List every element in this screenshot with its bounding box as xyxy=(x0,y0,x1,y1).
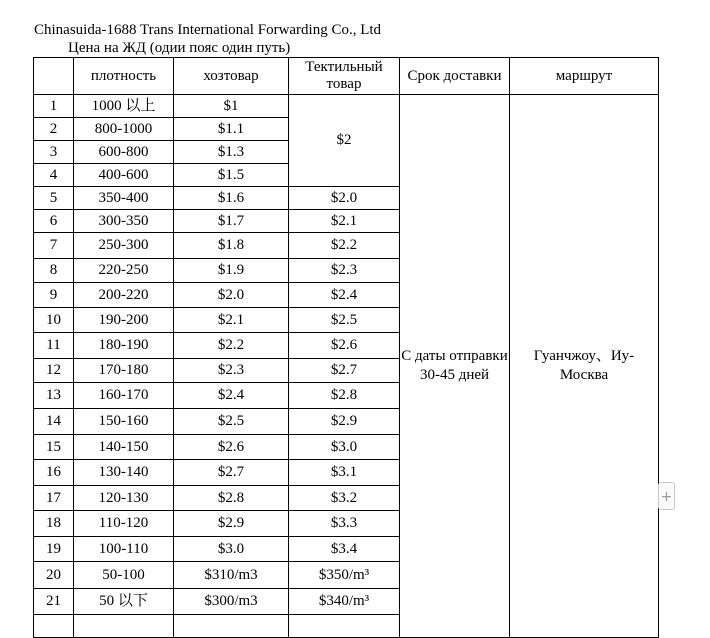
empty-cell xyxy=(34,615,74,638)
row-textile-price: $2.2 xyxy=(289,233,400,259)
row-density: 200-220 xyxy=(74,283,174,308)
row-number: 4 xyxy=(34,164,74,187)
row-density: 50-100 xyxy=(74,562,174,589)
row-number: 7 xyxy=(34,233,74,259)
row-density: 190-200 xyxy=(74,308,174,333)
header-textile: Тектильный товар xyxy=(289,58,400,95)
row-textile-price: $3.3 xyxy=(289,511,400,537)
row-number: 21 xyxy=(34,589,74,615)
row-number: 19 xyxy=(34,537,74,562)
row-textile-price: $3.0 xyxy=(289,435,400,460)
row-density: 160-170 xyxy=(74,383,174,409)
row-density: 800-1000 xyxy=(74,118,174,141)
empty-cell xyxy=(74,615,174,638)
row-textile-price: $2.5 xyxy=(289,308,400,333)
row-goods-price: $2.0 xyxy=(174,283,289,308)
row-goods-price: $2.7 xyxy=(174,460,289,486)
row-number: 15 xyxy=(34,435,74,460)
add-button[interactable]: + xyxy=(658,482,675,510)
row-textile-price: $2.4 xyxy=(289,283,400,308)
row-goods-price: $2.8 xyxy=(174,486,289,511)
route: Гуанчжоу、Иу-Москва xyxy=(510,95,659,638)
row-goods-price: $1.1 xyxy=(174,118,289,141)
row-density: 350-400 xyxy=(74,187,174,210)
header-goods: хозтовар xyxy=(174,58,289,95)
row-goods-price: $300/m3 xyxy=(174,589,289,615)
row-density: 140-150 xyxy=(74,435,174,460)
row-density: 100-110 xyxy=(74,537,174,562)
row-number: 5 xyxy=(34,187,74,210)
row-goods-price: $2.9 xyxy=(174,511,289,537)
header-route: маршрут xyxy=(510,58,659,95)
row-textile-price: $3.4 xyxy=(289,537,400,562)
row-density: 220-250 xyxy=(74,259,174,283)
row-textile-price: $340/m³ xyxy=(289,589,400,615)
row-textile-price: $3.2 xyxy=(289,486,400,511)
row-density: 180-190 xyxy=(74,333,174,359)
row-textile-price: $2.9 xyxy=(289,409,400,435)
row-number: 12 xyxy=(34,359,74,383)
row-goods-price: $2.4 xyxy=(174,383,289,409)
row-number: 13 xyxy=(34,383,74,409)
header-delivery: Срок доставки xyxy=(400,58,510,95)
row-number: 17 xyxy=(34,486,74,511)
row-textile-price: $2.8 xyxy=(289,383,400,409)
textile-merged-price: $2 xyxy=(289,95,400,187)
row-goods-price: $310/m3 xyxy=(174,562,289,589)
header-row xyxy=(34,58,659,95)
row-number: 20 xyxy=(34,562,74,589)
row-number: 11 xyxy=(34,333,74,359)
row-density: 600-800 xyxy=(74,141,174,164)
row-textile-price: $2.3 xyxy=(289,259,400,283)
empty-cell xyxy=(289,615,400,638)
row-goods-price: $1.3 xyxy=(174,141,289,164)
row-goods-price: $1.5 xyxy=(174,164,289,187)
row-density: 250-300 xyxy=(74,233,174,259)
row-goods-price: $1.9 xyxy=(174,259,289,283)
row-density: 400-600 xyxy=(74,164,174,187)
row-textile-price: $3.1 xyxy=(289,460,400,486)
table-row xyxy=(34,95,659,118)
row-number: 16 xyxy=(34,460,74,486)
row-goods-price: $1.7 xyxy=(174,210,289,233)
row-density: 130-140 xyxy=(74,460,174,486)
row-goods-price: $1.6 xyxy=(174,187,289,210)
row-density: 150-160 xyxy=(74,409,174,435)
price-table xyxy=(33,57,659,638)
table-body xyxy=(34,95,659,638)
delivery-term: С даты отправки 30-45 дней xyxy=(400,95,510,638)
row-goods-price: $1.8 xyxy=(174,233,289,259)
row-number: 8 xyxy=(34,259,74,283)
row-textile-price: $2.6 xyxy=(289,333,400,359)
row-textile-price: $2.0 xyxy=(289,187,400,210)
row-textile-price: $350/m³ xyxy=(289,562,400,589)
header-number xyxy=(34,58,74,95)
row-goods-price: $2.2 xyxy=(174,333,289,359)
document-title: Chinasuida-1688 Trans International Forwarding Co., Ltd xyxy=(34,22,382,38)
row-goods-price: $2.6 xyxy=(174,435,289,460)
row-number: 9 xyxy=(34,283,74,308)
row-number: 1 xyxy=(34,95,74,118)
document-subtitle: Цена на ЖД (одии пояс один путь) xyxy=(68,40,291,56)
row-density: 120-130 xyxy=(74,486,174,511)
row-density: 300-350 xyxy=(74,210,174,233)
row-density: 1000 以上 xyxy=(74,95,174,118)
row-goods-price: $2.5 xyxy=(174,409,289,435)
row-textile-price: $2.7 xyxy=(289,359,400,383)
row-number: 3 xyxy=(34,141,74,164)
row-goods-price: $2.3 xyxy=(174,359,289,383)
row-number: 2 xyxy=(34,118,74,141)
row-goods-price: $1 xyxy=(174,95,289,118)
row-number: 14 xyxy=(34,409,74,435)
empty-cell xyxy=(174,615,289,638)
row-density: 170-180 xyxy=(74,359,174,383)
row-goods-price: $3.0 xyxy=(174,537,289,562)
row-density: 50 以下 xyxy=(74,589,174,615)
row-textile-price: $2.1 xyxy=(289,210,400,233)
header-density: плотность xyxy=(74,58,174,95)
row-number: 6 xyxy=(34,210,74,233)
row-density: 110-120 xyxy=(74,511,174,537)
row-number: 10 xyxy=(34,308,74,333)
row-goods-price: $2.1 xyxy=(174,308,289,333)
row-number: 18 xyxy=(34,511,74,537)
